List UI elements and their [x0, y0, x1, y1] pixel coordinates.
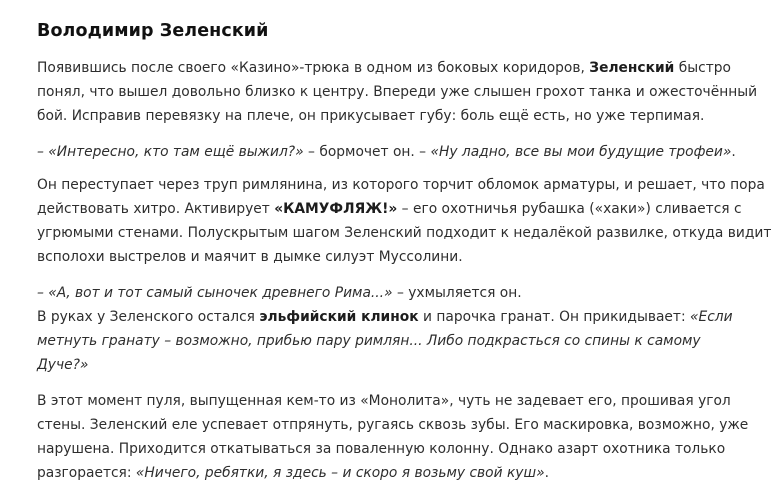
text-line: угрюмыми стенами. Полускрытым шагом Зеленский подходит к недалёкой развилке, откуда видит [37, 225, 771, 241]
text-run: – его охотничья рубашка («хаки») сливается с [397, 201, 742, 217]
text-line [37, 56, 731, 80]
text-run: и парочка гранат. Он прикидывает: [418, 309, 690, 325]
text-run: В руках у Зеленского остался [37, 309, 260, 325]
text-line [37, 305, 733, 329]
text-run: действовать хитро. Активирует [37, 201, 275, 217]
bold-ability: «КАМУФЛЯЖ!» [274, 201, 398, 217]
text-line [37, 281, 707, 305]
paragraph-camouflage [37, 173, 771, 269]
text-run: . [544, 465, 549, 481]
text-line: нарушена. Приходится откатываться за поваленную колонну. Однако азарт охотника только [37, 441, 726, 457]
text-run: – бормочет он. – [303, 144, 431, 160]
text-run: – ухмыляется он. [392, 285, 522, 301]
italic-quote: «Ничего, ребятки, я здесь – и скоро я возьму свой куш» [135, 465, 545, 481]
paragraph-intro [37, 56, 758, 128]
text-line [37, 140, 736, 164]
text-run: быстро [674, 60, 731, 76]
italic-quote: «Если [689, 309, 733, 325]
bold-name: Зеленский [589, 60, 675, 76]
text-line: Дуче?» [37, 357, 89, 373]
italic-quote: – «Интересно, кто там ещё выжил?» [37, 144, 304, 160]
italic-quote: – «А, вот и тот самый сыночек древнего Рима...» [37, 285, 393, 301]
paragraph-dialogue [37, 140, 736, 164]
text-line: всполохи выстрелов и маячит в дымке силуэт Муссолини. [37, 249, 463, 265]
text-run: разгорается: [37, 465, 136, 481]
text-line: метнуть гранату – возможно, прибью пару римлян... Либо подкрасться со спины к самому [37, 333, 701, 349]
article-title: Володимир Зеленский [37, 21, 269, 41]
text-line [37, 461, 707, 485]
paragraph-mussolini [37, 281, 733, 377]
text-line [37, 197, 742, 221]
text-line: понял, что вышел довольно близко к центру. Впереди уже слышен грохот танка и ожесточённый [37, 84, 758, 100]
text-run: . [731, 144, 736, 160]
text-run: Появившись после своего «Казино»-трюка в одном из боковых коридоров, [37, 60, 590, 76]
bold-weapon: эльфийский клинок [259, 309, 419, 325]
italic-quote: «Ну ладно, все вы мои будущие трофеи» [430, 144, 732, 160]
text-line: бой. Исправив перевязку на плече, он прикусывает губу: боль ещё есть, но уже терпимая. [37, 108, 705, 124]
text-line: В этот момент пуля, выпущенная кем-то из «Монолита», чуть не задевает его, прошивая угол [37, 393, 731, 409]
paragraph-monolith [37, 389, 749, 485]
text-line: стены. Зеленский еле успевает отпрянуть, ругаясь сквозь зубы. Его маскировка, возможно, уже [37, 417, 749, 433]
text-line: Он переступает через труп римлянина, из которого торчит обломок арматуры, и решает, что пора [37, 177, 765, 193]
